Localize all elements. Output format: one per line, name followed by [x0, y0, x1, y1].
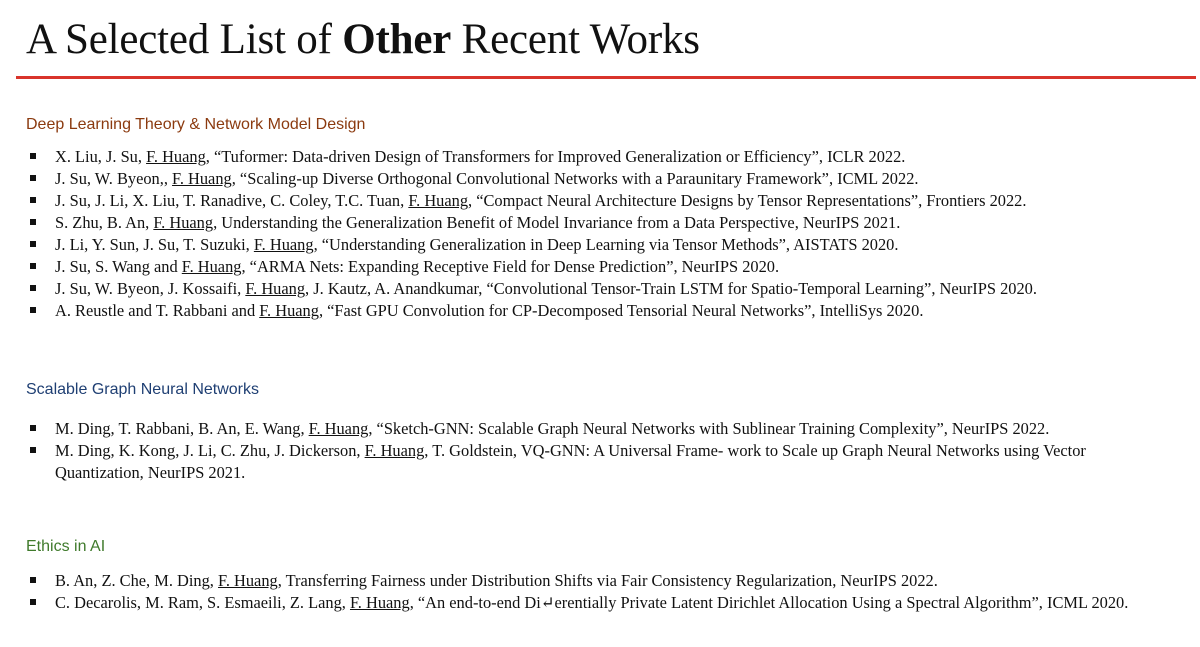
- ref-authors: J. Su, J. Li, X. Liu, T. Ranadive, C. Coley, T.C. Tuan,: [55, 191, 409, 210]
- ref-highlight-author: F. Huang: [364, 441, 425, 460]
- reference-item: [0, 146, 1165, 168]
- square-bullet-icon: [30, 241, 36, 247]
- square-bullet-icon: [30, 447, 36, 453]
- ref-rest: , “Understanding Generalization in Deep Learning via Tensor Methods”, AISTATS 2020.: [313, 235, 899, 254]
- square-bullet-icon: [30, 307, 36, 313]
- square-bullet-icon: [30, 425, 36, 431]
- square-bullet-icon: [30, 577, 36, 583]
- slide-title: [26, 14, 700, 66]
- ref-highlight-author: F. Huang: [146, 147, 206, 166]
- reference-item: [0, 190, 1165, 212]
- reference-item: [0, 592, 1165, 614]
- ref-rest: , “Sketch-GNN: Scalable Graph Neural Networks with Sublinear Training Complexity”, NeurIPS 2022.: [368, 419, 1050, 438]
- square-bullet-icon: [30, 599, 36, 605]
- reference-item: [0, 256, 1165, 278]
- ref-rest: , “Compact Neural Architecture Designs by Tensor Representations”, Frontiers 2022.: [468, 191, 1027, 210]
- ref-highlight-author: F. Huang: [172, 169, 232, 188]
- ref-authors: X. Liu, J. Su,: [55, 147, 147, 166]
- ref-highlight-author: F. Huang: [408, 191, 469, 210]
- ref-authors: M. Ding, K. Kong, J. Li, C. Zhu, J. Dickerson,: [55, 441, 365, 460]
- title-pre: A Selected List of: [26, 16, 343, 63]
- reference-item: [0, 278, 1165, 300]
- reference-list-deep-learning-theory: [0, 146, 1165, 322]
- ref-authors: S. Zhu, B. An,: [55, 213, 154, 232]
- square-bullet-icon: [30, 263, 36, 269]
- ref-rest: , J. Kautz, A. Anandkumar, “Convolutional Tensor-Train LSTM for Spatio-Temporal Learning”, NeurIPS 2020.: [305, 279, 1037, 298]
- square-bullet-icon: [30, 197, 36, 203]
- ref-authors: B. An, Z. Che, M. Ding,: [55, 571, 219, 590]
- section-heading-deep-learning-theory: Deep Learning Theory & Network Model Design: [26, 116, 366, 133]
- reference-list-graph-neural-networks: [0, 418, 1165, 484]
- reference-item: [0, 570, 1165, 592]
- ref-rest: , Transferring Fairness under Distribution Shifts via Fair Consistency Regularization, NeurIPS 2022.: [277, 571, 938, 590]
- ref-rest: , “Tuformer: Data-driven Design of Transformers for Improved Generalization or Efficiency”, ICLR 2022.: [205, 147, 906, 166]
- section-heading-graph-neural-networks: Scalable Graph Neural Networks: [26, 381, 259, 398]
- square-bullet-icon: [30, 219, 36, 225]
- ref-highlight-author: F. Huang: [181, 257, 242, 276]
- ref-highlight-author: F. Huang: [153, 213, 214, 232]
- ref-authors: M. Ding, T. Rabbani, B. An, E. Wang,: [55, 419, 309, 438]
- ref-authors: A. Reustle and T. Rabbani and: [55, 301, 260, 320]
- ref-highlight-author: F. Huang: [253, 235, 314, 254]
- ref-rest: , T. Goldstein, VQ-GNN: A Universal Frame- work to Scale up Graph Neural Networks using Vector Quantization, NeurIPS 2021.: [55, 441, 1086, 482]
- reference-item: [0, 212, 1165, 234]
- ref-authors: J. Su, W. Byeon, J. Kossaifi,: [55, 279, 246, 298]
- ref-highlight-author: F. Huang: [259, 301, 319, 320]
- ref-rest: , Understanding the Generalization Benefit of Model Invariance from a Data Perspective, NeurIPS 2021.: [213, 213, 901, 232]
- square-bullet-icon: [30, 153, 36, 159]
- reference-list-ethics-in-ai: [0, 570, 1165, 614]
- ref-rest: , “Fast GPU Convolution for CP-Decomposed Tensorial Neural Networks”, IntelliSys 2020.: [318, 301, 924, 320]
- square-bullet-icon: [30, 285, 36, 291]
- ref-rest: , “ARMA Nets: Expanding Receptive Field for Dense Prediction”, NeurIPS 2020.: [241, 257, 780, 276]
- reference-item: [0, 418, 1165, 440]
- ref-highlight-author: F. Huang: [245, 279, 306, 298]
- ref-authors: J. Su, W. Byeon,,: [55, 169, 173, 188]
- ref-highlight-author: F. Huang: [349, 593, 410, 612]
- ref-highlight-author: F. Huang: [308, 419, 369, 438]
- reference-item: [0, 234, 1165, 256]
- title-divider: [16, 76, 1196, 79]
- title-post: Recent Works: [451, 16, 700, 63]
- section-heading-ethics-in-ai: Ethics in AI: [26, 538, 106, 555]
- reference-item: [0, 440, 1165, 484]
- ref-rest: , “An end-to-end Di↵erentially Private Latent Dirichlet Allocation Using a Spectral Algorithm”, ICML 2020.: [409, 593, 1129, 612]
- reference-item: [0, 168, 1165, 190]
- ref-authors: C. Decarolis, M. Ram, S. Esmaeili, Z. Lang,: [55, 593, 350, 612]
- square-bullet-icon: [30, 175, 36, 181]
- reference-item: [0, 300, 1165, 322]
- ref-authors: J. Su, S. Wang and: [55, 257, 182, 276]
- ref-rest: , “Scaling-up Diverse Orthogonal Convolutional Networks with a Paraunitary Framework”, ICML 2022.: [231, 169, 919, 188]
- ref-highlight-author: F. Huang: [218, 571, 278, 590]
- ref-authors: J. Li, Y. Sun, J. Su, T. Suzuki,: [55, 235, 254, 254]
- title-bold: Other: [342, 16, 452, 63]
